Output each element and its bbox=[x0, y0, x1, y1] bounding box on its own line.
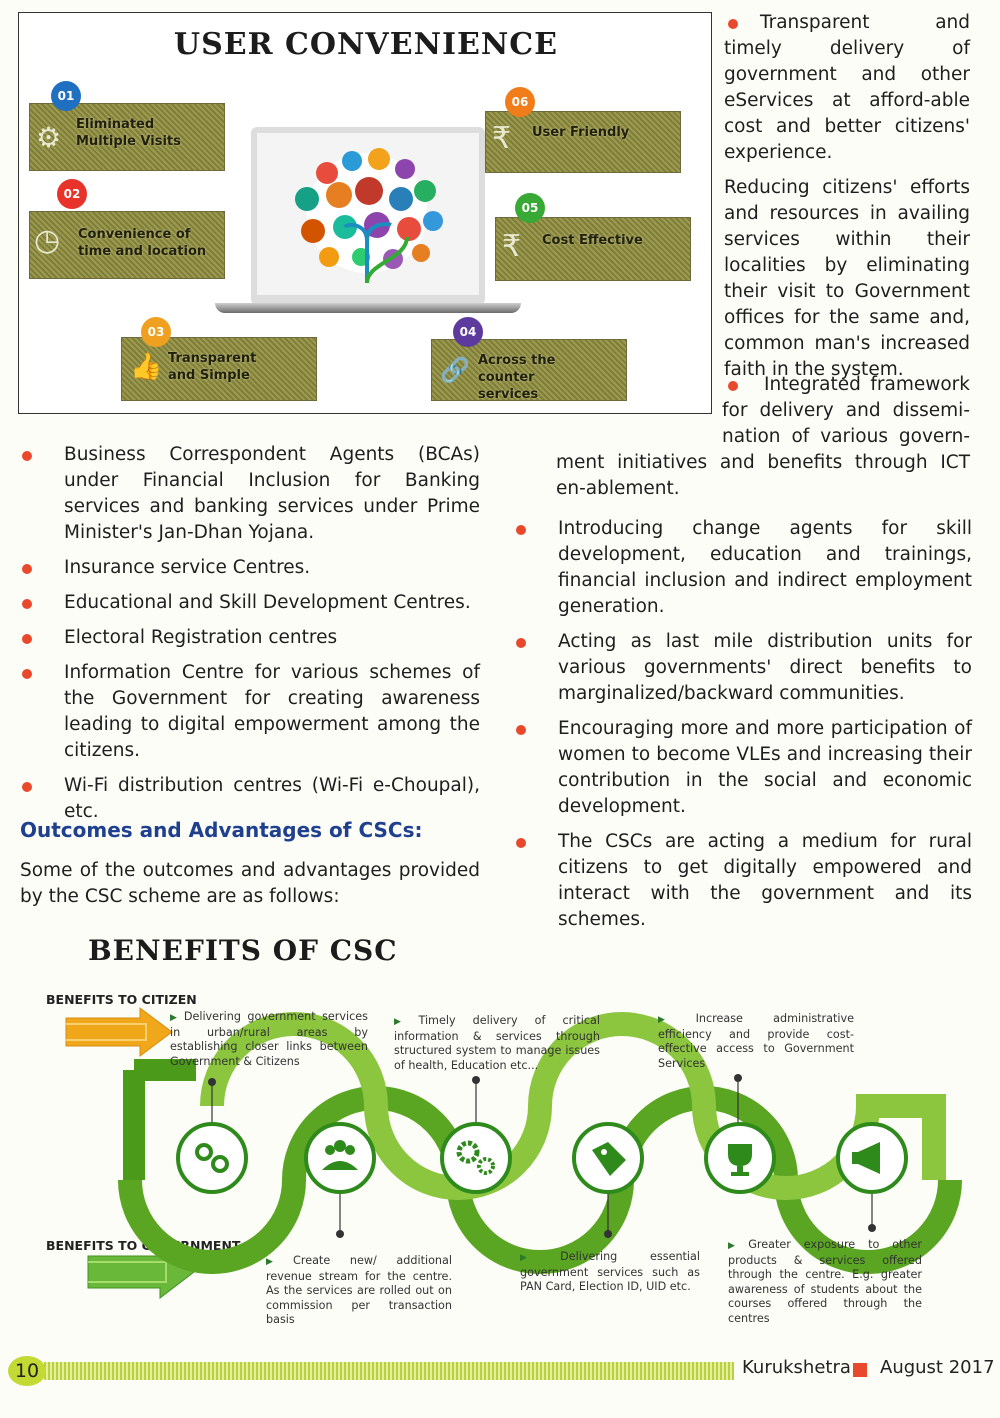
uc-tile-convenience bbox=[29, 211, 225, 279]
triangle-bullet-icon: ▶ bbox=[394, 1017, 415, 1027]
user-convenience-title: USER CONVENIENCE bbox=[173, 27, 559, 62]
bullet-text: Integrated framework for delivery and dissemi-nation of various govern-ment initiatives and benefits through ICT en-ablement. bbox=[556, 374, 970, 499]
bullet-item: Information Centre for various schemes of the Government for creating awareness leading to digital empowerment among the citizens. bbox=[20, 660, 480, 764]
bullet-item: Electoral Registration centres bbox=[20, 625, 480, 651]
bullet-dot bbox=[516, 725, 526, 735]
user-convenience-infographic bbox=[18, 12, 712, 414]
rupee-icon: ₹ bbox=[492, 121, 512, 156]
gear-icon: ⚙ bbox=[36, 121, 62, 154]
benefits-government-label: BENEFITS TO GOVERNMENT bbox=[46, 1238, 241, 1253]
bullet-item: Encouraging more and more participation of women to become VLEs and increasing their contribution in the social and economic development. bbox=[514, 716, 972, 820]
bullet-item: Wi-Fi distribution centres (Wi-Fi e-Choupal), etc. bbox=[20, 773, 480, 825]
laptop-illustration bbox=[251, 127, 485, 305]
bullet-dot bbox=[516, 525, 526, 535]
people-icon bbox=[306, 1124, 374, 1192]
bullet-dot bbox=[728, 19, 738, 29]
right-column-top bbox=[724, 10, 970, 393]
tag-icon bbox=[574, 1124, 642, 1192]
integrated-framework-bullet bbox=[556, 372, 970, 502]
uc-number-badge: 05 bbox=[515, 193, 545, 223]
paragraph: Reducing citizens' efforts and resources in availing services within their localities by eliminating their visit to Government offices for the same and, common man's increased faith in the system. bbox=[724, 177, 970, 380]
uc-number-badge: 04 bbox=[453, 317, 483, 347]
bullet-dot bbox=[22, 669, 32, 679]
bullet-dot bbox=[516, 638, 526, 648]
government-benefit-text: ▶ Create new/ additional revenue stream for the centre. As the services are rolled out on commission per transaction basis bbox=[266, 1254, 452, 1327]
triangle-bullet-icon: ▶ bbox=[728, 1241, 745, 1251]
bullet-item: Insurance service Centres. bbox=[20, 555, 480, 581]
trophy-icon bbox=[706, 1124, 774, 1192]
bullet-text: Transparent and timely delivery of government and other eServices at afford-able cost and better citizens' experience. bbox=[724, 12, 970, 163]
bullet-item bbox=[724, 10, 970, 166]
triangle-bullet-icon: ▶ bbox=[520, 1253, 557, 1263]
bullet-item: Acting as last mile distribution units for various governments' direct benefits to marginalized/backward communities. bbox=[514, 629, 972, 707]
triangle-bullet-icon: ▶ bbox=[658, 1015, 692, 1025]
gears-icon bbox=[442, 1124, 510, 1192]
right-column-bullets bbox=[514, 516, 972, 942]
uc-tile-label: Across the counter services bbox=[478, 353, 556, 402]
uc-number-badge: 06 bbox=[505, 87, 535, 117]
government-benefit-text: ▶ Delivering essential government services such as PAN Card, Election ID, UID etc. bbox=[520, 1250, 700, 1294]
link-icon bbox=[178, 1124, 246, 1192]
uc-tile-label: Convenience of time and location bbox=[78, 227, 207, 259]
laptop-base bbox=[215, 303, 521, 313]
citizen-benefit-text: ▶ Timely delivery of critical information & services through structured system to manage issues of health, Education etc... bbox=[394, 1014, 600, 1072]
megaphone-icon bbox=[838, 1124, 906, 1192]
bullet-dot bbox=[22, 782, 32, 792]
bullet-item: Business Correspondent Agents (BCAs) under Financial Inclusion for Banking services and banking services under Prime Minister's Jan-Dhan Yojana. bbox=[20, 442, 480, 546]
bullet-dot bbox=[728, 381, 738, 391]
bullet-dot bbox=[22, 564, 32, 574]
uc-number-badge: 03 bbox=[141, 317, 171, 347]
bullet-dot bbox=[22, 599, 32, 609]
government-benefit-text: ▶ Greater exposure to other products & services offered through the centre. E.g. greater awareness of students about the courses offered through the centres bbox=[728, 1238, 923, 1325]
citizen-benefit-text: ▶ Increase administrative efficiency and provide cost-effective access to Government Services bbox=[658, 1012, 854, 1070]
rupee-icon: ₹ bbox=[502, 229, 522, 264]
page-number: 10 bbox=[8, 1356, 46, 1386]
link-icon: 🔗 bbox=[440, 356, 470, 384]
uc-tile-user-friendly bbox=[485, 111, 681, 173]
bullet-dot bbox=[22, 634, 32, 644]
bullet-dot bbox=[516, 838, 526, 848]
service-icons-cluster bbox=[257, 133, 479, 293]
magazine-name: Kurukshetra bbox=[742, 1357, 851, 1378]
uc-tile-transparent bbox=[121, 337, 317, 401]
issue-date: August 2017 bbox=[880, 1357, 995, 1378]
footer-separator bbox=[853, 1363, 867, 1377]
bullet-item: The CSCs are acting a medium for rural citizens to get digitally empowered and interact with the government and its schemes. bbox=[514, 829, 972, 933]
benefits-citizen-label: BENEFITS TO CITIZEN bbox=[46, 992, 197, 1007]
uc-tile-label: Eliminated Multiple Visits bbox=[76, 117, 181, 149]
triangle-bullet-icon: ▶ bbox=[170, 1013, 180, 1023]
uc-tile-label: Cost Effective bbox=[542, 233, 643, 248]
thumbs-up-icon: 👍 bbox=[130, 352, 163, 382]
clock-icon: ◷ bbox=[34, 223, 61, 258]
uc-tile-cost-effective bbox=[495, 217, 691, 281]
intro-paragraph: Some of the outcomes and advantages provided by the CSC scheme are as follows: bbox=[20, 860, 480, 907]
uc-tile-label: Transparent and Simple bbox=[168, 351, 257, 383]
bullet-dot bbox=[22, 451, 32, 461]
benefits-title: BENEFITS OF CSC bbox=[88, 934, 398, 967]
triangle-bullet-icon: ▶ bbox=[266, 1257, 290, 1267]
uc-number-badge: 02 bbox=[57, 179, 87, 209]
bullet-item: Introducing change agents for skill development, education and trainings, financial inclusion and indirect employment generation. bbox=[514, 516, 972, 620]
citizen-benefit-text: ▶ Delivering government services in urban/rural areas by establishing closer links between Government & Citizens bbox=[170, 1010, 369, 1068]
bullet-item: Educational and Skill Development Centres. bbox=[20, 590, 480, 616]
uc-number-badge: 01 bbox=[51, 81, 81, 111]
footer-bar bbox=[44, 1362, 734, 1380]
left-column-bullets bbox=[20, 442, 480, 834]
uc-tile-label: User Friendly bbox=[532, 125, 630, 140]
uc-tile-eliminated-visits bbox=[29, 103, 225, 171]
section-heading: Outcomes and Advantages of CSCs: bbox=[20, 818, 423, 842]
